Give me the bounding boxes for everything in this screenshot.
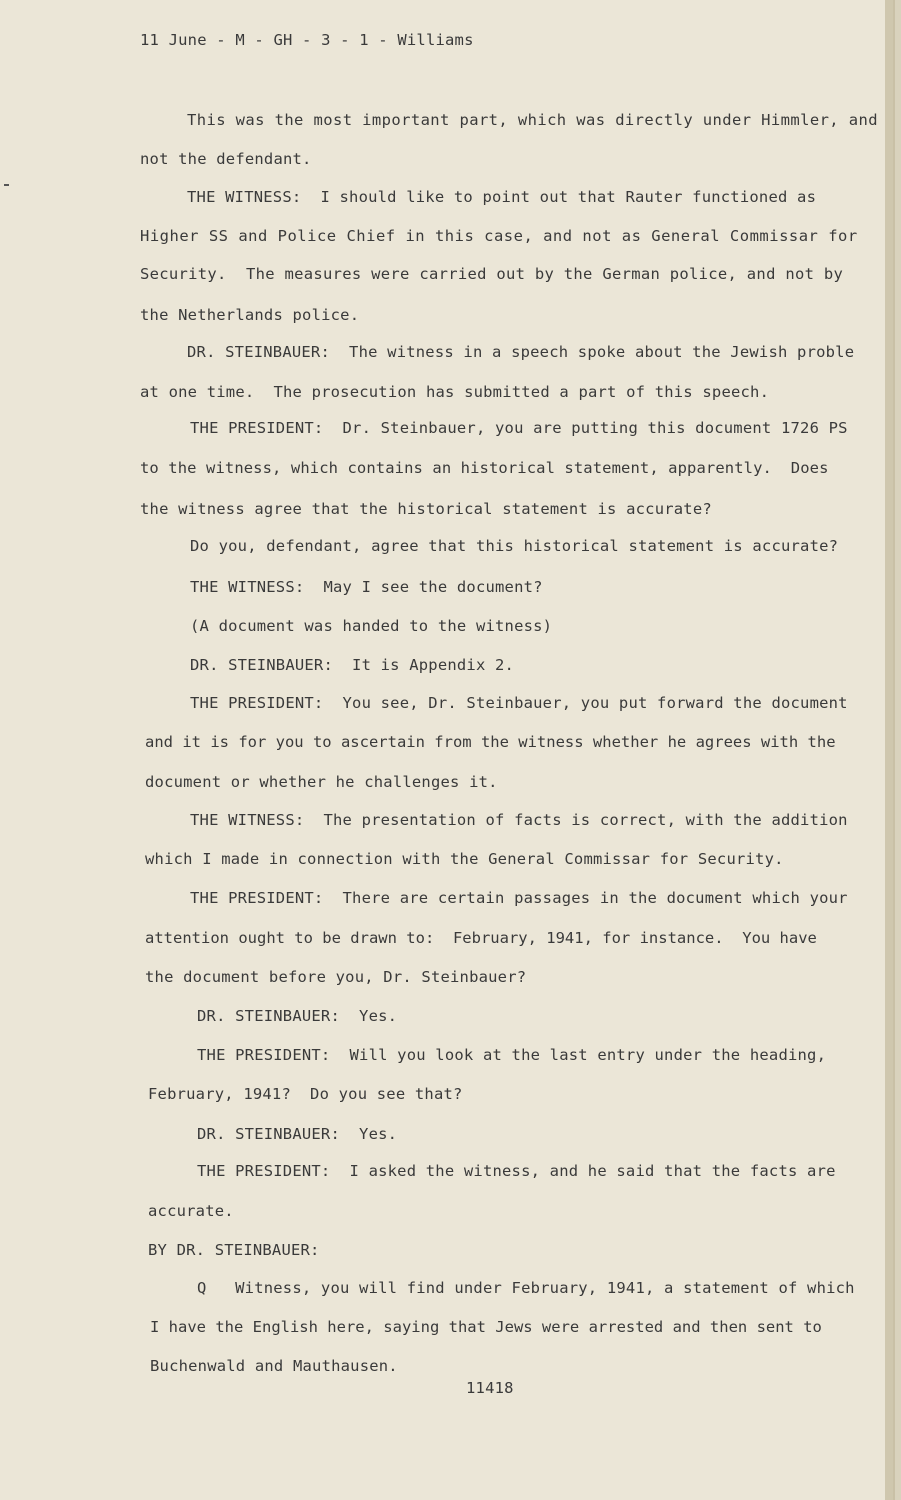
text-line: accurate. — [148, 1202, 234, 1220]
text-line: and it is for you to ascertain from the witness whether he agrees with the — [145, 733, 836, 751]
text-line: the document before you, Dr. Steinbauer? — [145, 968, 527, 986]
text-line: Buchenwald and Mauthausen. — [150, 1357, 398, 1375]
text-line: THE PRESIDENT: I asked the witness, and he said that the facts are — [197, 1162, 836, 1180]
text-line: Higher SS and Police Chief in this case, and not as General Commissar for — [140, 227, 858, 245]
text-line: February, 1941? Do you see that? — [148, 1085, 463, 1103]
page-header: 11 June - M - GH - 3 - 1 - Williams — [140, 31, 474, 49]
text-line: Do you, defendant, agree that this historical statement is accurate? — [190, 537, 839, 555]
text-line: the Netherlands police. — [140, 306, 360, 324]
page-number: 11418 — [466, 1379, 514, 1397]
text-line: THE WITNESS: The presentation of facts is correct, with the addition — [190, 811, 848, 829]
text-line: THE WITNESS: May I see the document? — [190, 578, 543, 596]
text-line: DR. STEINBAUER: The witness in a speech spoke about the Jewish proble — [187, 343, 855, 361]
text-line: the witness agree that the historical statement is accurate? — [140, 500, 712, 518]
text-line: Security. The measures were carried out by the German police, and not by — [140, 265, 844, 283]
text-line: at one time. The prosecution has submitted a part of this speech. — [140, 383, 770, 401]
margin-mark — [4, 184, 9, 186]
text-line: THE WITNESS: I should like to point out that Rauter functioned as — [187, 188, 817, 206]
page-edge — [885, 0, 893, 1500]
text-line: THE PRESIDENT: You see, Dr. Steinbauer, you put forward the document — [190, 694, 848, 712]
text-line: DR. STEINBAUER: It is Appendix 2. — [190, 656, 515, 674]
text-line: Q Witness, you will find under February, 1941, a statement of which — [197, 1279, 855, 1297]
text-line: THE PRESIDENT: Dr. Steinbauer, you are putting this document 1726 PS — [190, 419, 848, 437]
text-line: DR. STEINBAUER: Yes. — [197, 1125, 398, 1143]
text-line: document or whether he challenges it. — [145, 773, 498, 791]
text-line: This was the most important part, which was directly under Himmler, and — [187, 111, 878, 129]
text-line: to the witness, which contains an historical statement, apparently. Does — [140, 459, 829, 477]
text-line: DR. STEINBAUER: Yes. — [197, 1007, 398, 1025]
text-line: THE PRESIDENT: Will you look at the last entry under the heading, — [197, 1046, 827, 1064]
text-line: not the defendant. — [140, 150, 312, 168]
text-line: I have the English here, saying that Jews were arrested and then sent to — [150, 1318, 822, 1336]
text-line: THE PRESIDENT: There are certain passages in the document which your — [190, 889, 848, 907]
text-line: which I made in connection with the General Commissar for Security. — [145, 850, 784, 868]
text-line: BY DR. STEINBAUER: — [148, 1241, 320, 1259]
text-line: (A document was handed to the witness) — [190, 617, 553, 635]
text-line: attention ought to be drawn to: February, 1941, for instance. You have — [145, 929, 817, 947]
